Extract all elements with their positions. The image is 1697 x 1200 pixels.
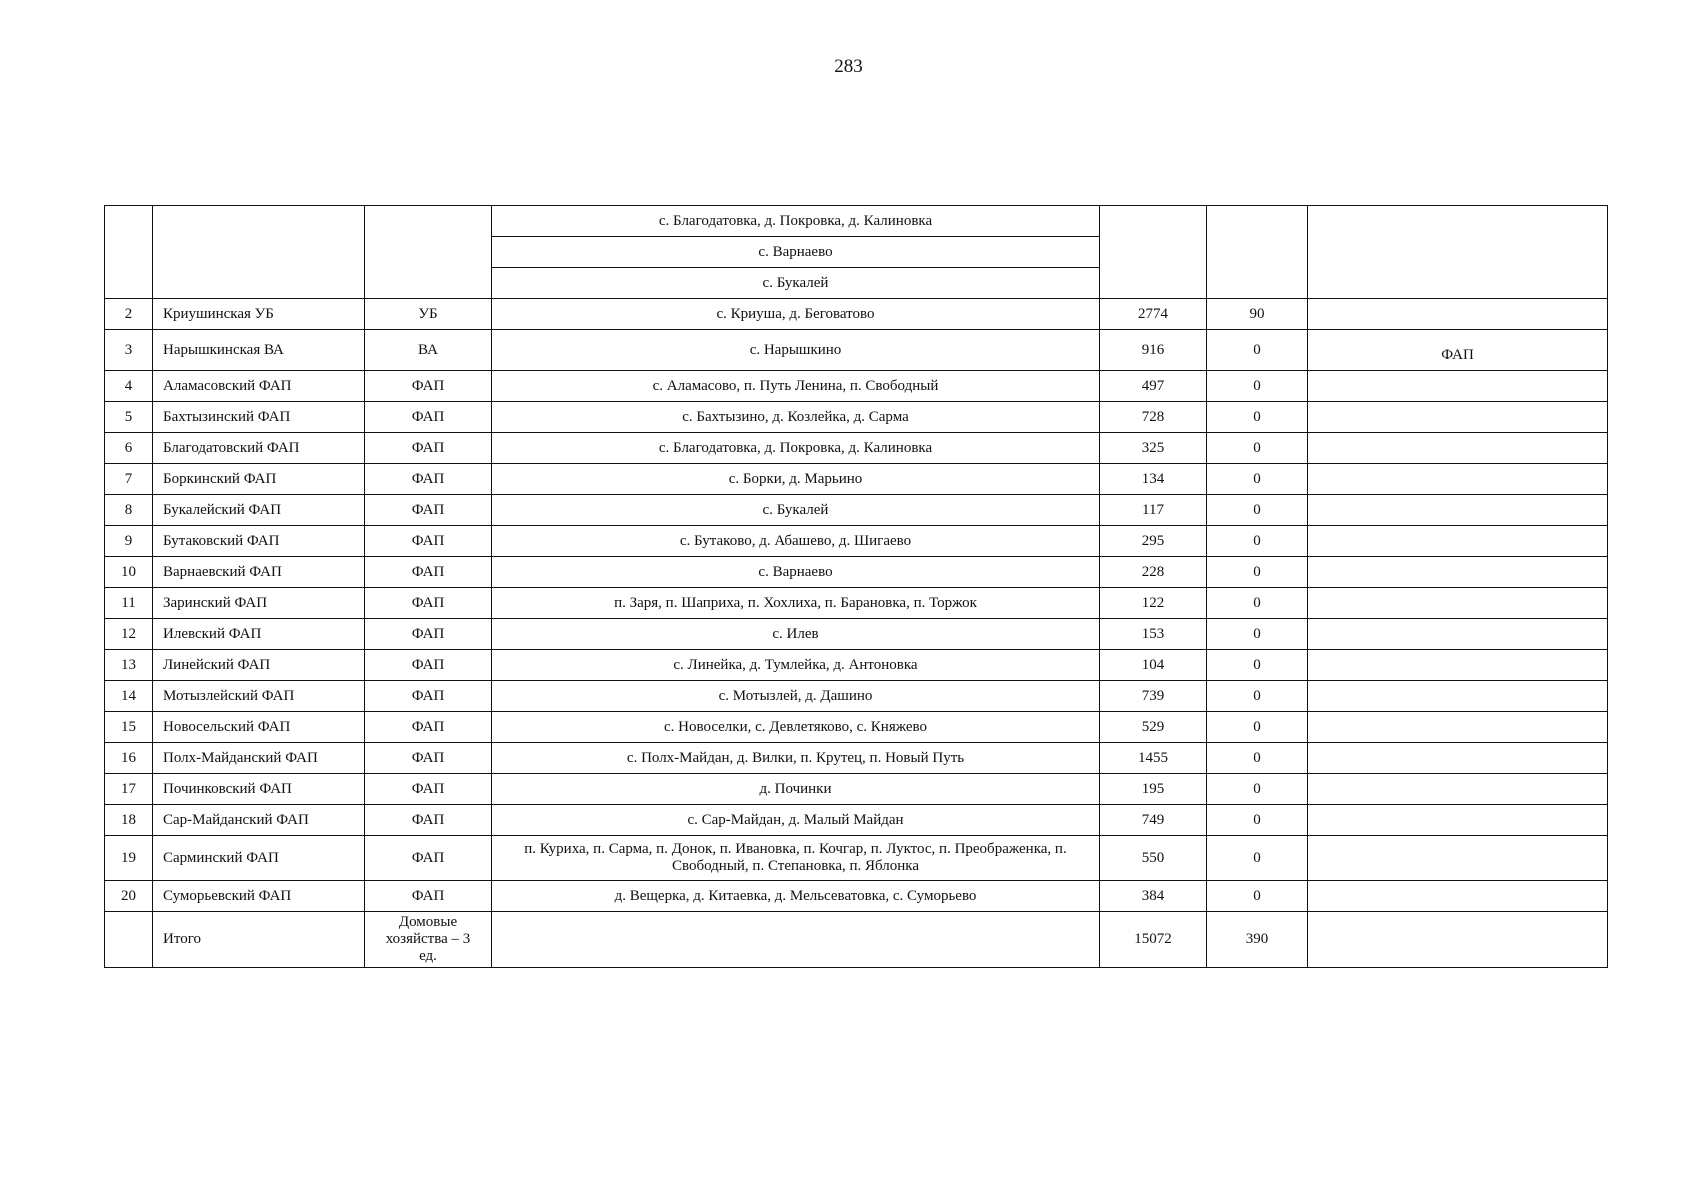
facility-type: ФАП (365, 774, 492, 805)
facility-type: ФАП (365, 557, 492, 588)
continuation-type-cell (365, 206, 492, 299)
table-row (105, 464, 1608, 495)
continuation-locality: с. Благодатовка, д. Покровка, д. Калиновка (492, 206, 1100, 237)
facility-name: Букалейский ФАП (153, 495, 365, 526)
row-number: 20 (105, 881, 153, 912)
table-row (105, 712, 1608, 743)
facility-name: Заринский ФАП (153, 588, 365, 619)
facility-name: Суморьевский ФАП (153, 881, 365, 912)
note-cell (1308, 619, 1608, 650)
note-cell (1308, 681, 1608, 712)
value-count: 0 (1207, 681, 1308, 712)
value-count: 0 (1207, 836, 1308, 881)
note-cell (1308, 650, 1608, 681)
table-row (105, 557, 1608, 588)
facility-type: ФАП (365, 681, 492, 712)
row-number: 3 (105, 330, 153, 371)
value-count: 0 (1207, 330, 1308, 371)
facilities-table (104, 205, 1608, 968)
table-row (105, 681, 1608, 712)
facility-name: Сарминский ФАП (153, 836, 365, 881)
row-number: 11 (105, 588, 153, 619)
value-count: 0 (1207, 495, 1308, 526)
facility-type: ФАП (365, 881, 492, 912)
row-number: 15 (105, 712, 153, 743)
served-localities: с. Аламасово, п. Путь Ленина, п. Свободный (492, 371, 1100, 402)
served-localities: с. Криуша, д. Беговатово (492, 299, 1100, 330)
population-count: 117 (1100, 495, 1207, 526)
facility-type: ФАП (365, 650, 492, 681)
facility-type: ФАП (365, 495, 492, 526)
total-type: Домовые хозяйства – 3 ед. (365, 912, 492, 968)
note-cell (1308, 402, 1608, 433)
continuation-name-cell (153, 206, 365, 299)
population-count: 295 (1100, 526, 1207, 557)
facility-name: Бахтызинский ФАП (153, 402, 365, 433)
facility-type: ФАП (365, 402, 492, 433)
facility-type: ФАП (365, 836, 492, 881)
population-count: 228 (1100, 557, 1207, 588)
note-cell (1308, 464, 1608, 495)
facility-name: Сар-Майданский ФАП (153, 805, 365, 836)
facility-name: Линейский ФАП (153, 650, 365, 681)
served-localities: с. Новоселки, с. Девлетяково, с. Княжево (492, 712, 1100, 743)
note-cell (1308, 299, 1608, 330)
note-cell (1308, 774, 1608, 805)
table-row (105, 619, 1608, 650)
served-localities: с. Борки, д. Марьино (492, 464, 1100, 495)
served-localities: с. Линейка, д. Тумлейка, д. Антоновка (492, 650, 1100, 681)
row-number: 8 (105, 495, 153, 526)
table-row (105, 330, 1608, 371)
value-count: 90 (1207, 299, 1308, 330)
population-count: 749 (1100, 805, 1207, 836)
population-count: 2774 (1100, 299, 1207, 330)
note-cell (1308, 588, 1608, 619)
facility-name: Нарышкинская ВА (153, 330, 365, 371)
facility-type: УБ (365, 299, 492, 330)
population-count: 529 (1100, 712, 1207, 743)
facility-type: ВА (365, 330, 492, 371)
total-num-cell (105, 912, 153, 968)
total-population: 15072 (1100, 912, 1207, 968)
facility-type: ФАП (365, 619, 492, 650)
total-label: Итого (153, 912, 365, 968)
served-localities: с. Мотызлей, д. Дашино (492, 681, 1100, 712)
facility-type: ФАП (365, 712, 492, 743)
continuation-locality: с. Букалей (492, 268, 1100, 299)
facility-type: ФАП (365, 805, 492, 836)
facility-type: ФАП (365, 588, 492, 619)
continuation-value-cell (1207, 206, 1308, 299)
note-cell (1308, 433, 1608, 464)
served-localities: с. Бахтызино, д. Козлейка, д. Сарма (492, 402, 1100, 433)
facility-name: Илевский ФАП (153, 619, 365, 650)
note-cell (1308, 526, 1608, 557)
population-count: 325 (1100, 433, 1207, 464)
value-count: 0 (1207, 402, 1308, 433)
page-number: 283 (834, 56, 863, 77)
population-count: 122 (1100, 588, 1207, 619)
facility-name: Мотызлейский ФАП (153, 681, 365, 712)
row-number: 7 (105, 464, 153, 495)
population-count: 728 (1100, 402, 1207, 433)
total-note-cell (1308, 912, 1608, 968)
total-localities-cell (492, 912, 1100, 968)
value-count: 0 (1207, 881, 1308, 912)
row-number: 6 (105, 433, 153, 464)
note-cell (1308, 712, 1608, 743)
note-cell: ФАП (1308, 330, 1608, 371)
table-row (105, 526, 1608, 557)
note-cell (1308, 495, 1608, 526)
facility-name: Починковский ФАП (153, 774, 365, 805)
note-cell (1308, 881, 1608, 912)
facility-name: Аламасовский ФАП (153, 371, 365, 402)
served-localities: с. Полх-Майдан, д. Вилки, п. Крутец, п. Новый Путь (492, 743, 1100, 774)
value-count: 0 (1207, 712, 1308, 743)
table-row (105, 774, 1608, 805)
population-count: 1455 (1100, 743, 1207, 774)
served-localities: с. Бутаково, д. Абашево, д. Шигаево (492, 526, 1100, 557)
row-number: 19 (105, 836, 153, 881)
table-row (105, 588, 1608, 619)
served-localities: д. Вещерка, д. Китаевка, д. Мельсеватовка, с. Суморьево (492, 881, 1100, 912)
row-number: 9 (105, 526, 153, 557)
facility-name: Боркинский ФАП (153, 464, 365, 495)
value-count: 0 (1207, 743, 1308, 774)
row-number: 4 (105, 371, 153, 402)
value-count: 0 (1207, 433, 1308, 464)
continuation-population-cell (1100, 206, 1207, 299)
population-count: 153 (1100, 619, 1207, 650)
facility-name: Бутаковский ФАП (153, 526, 365, 557)
row-number: 14 (105, 681, 153, 712)
row-number: 17 (105, 774, 153, 805)
value-count: 0 (1207, 588, 1308, 619)
note-cell (1308, 743, 1608, 774)
table-row (105, 433, 1608, 464)
population-count: 134 (1100, 464, 1207, 495)
note-cell (1308, 836, 1608, 881)
facility-name: Благодатовский ФАП (153, 433, 365, 464)
table-row (105, 299, 1608, 330)
facility-name: Варнаевский ФАП (153, 557, 365, 588)
row-number: 2 (105, 299, 153, 330)
facility-type: ФАП (365, 371, 492, 402)
served-localities: с. Нарышкино (492, 330, 1100, 371)
total-row (105, 912, 1608, 968)
value-count: 0 (1207, 650, 1308, 681)
facility-type: ФАП (365, 464, 492, 495)
value-count: 0 (1207, 774, 1308, 805)
row-number: 13 (105, 650, 153, 681)
served-localities: п. Заря, п. Шаприха, п. Хохлиха, п. Барановка, п. Торжок (492, 588, 1100, 619)
table-row (105, 881, 1608, 912)
table-row (105, 650, 1608, 681)
value-count: 0 (1207, 805, 1308, 836)
continuation-note-cell (1308, 206, 1608, 299)
population-count: 739 (1100, 681, 1207, 712)
facility-type: ФАП (365, 743, 492, 774)
table-row (105, 495, 1608, 526)
served-localities: с. Илев (492, 619, 1100, 650)
note-cell (1308, 805, 1608, 836)
served-localities: д. Починки (492, 774, 1100, 805)
table-row (105, 371, 1608, 402)
continuation-row-1 (105, 206, 1608, 237)
note-cell (1308, 371, 1608, 402)
facility-name: Криушинская УБ (153, 299, 365, 330)
value-count: 0 (1207, 526, 1308, 557)
table-row (105, 805, 1608, 836)
row-number: 12 (105, 619, 153, 650)
value-count: 0 (1207, 464, 1308, 495)
served-localities: с. Варнаево (492, 557, 1100, 588)
facility-name: Новосельский ФАП (153, 712, 365, 743)
note-cell (1308, 557, 1608, 588)
row-number: 10 (105, 557, 153, 588)
facility-name: Полх-Майданский ФАП (153, 743, 365, 774)
population-count: 497 (1100, 371, 1207, 402)
served-localities: с. Сар-Майдан, д. Малый Майдан (492, 805, 1100, 836)
value-count: 0 (1207, 557, 1308, 588)
population-count: 104 (1100, 650, 1207, 681)
population-count: 195 (1100, 774, 1207, 805)
value-count: 0 (1207, 619, 1308, 650)
table-row (105, 743, 1608, 774)
facility-type: ФАП (365, 433, 492, 464)
served-localities: п. Куриха, п. Сарма, п. Донок, п. Ивановка, п. Кочгар, п. Луктос, п. Преображенка, п. Свободный, п. Степановка, п. Яблонка (492, 836, 1100, 881)
served-localities: с. Благодатовка, д. Покровка, д. Калиновка (492, 433, 1100, 464)
row-number: 5 (105, 402, 153, 433)
table-row (105, 836, 1608, 881)
population-count: 916 (1100, 330, 1207, 371)
continuation-locality: с. Варнаево (492, 237, 1100, 268)
served-localities: с. Букалей (492, 495, 1100, 526)
value-count: 0 (1207, 371, 1308, 402)
total-value: 390 (1207, 912, 1308, 968)
population-count: 384 (1100, 881, 1207, 912)
continuation-num-cell (105, 206, 153, 299)
facility-type: ФАП (365, 526, 492, 557)
row-number: 18 (105, 805, 153, 836)
population-count: 550 (1100, 836, 1207, 881)
table-row (105, 402, 1608, 433)
row-number: 16 (105, 743, 153, 774)
